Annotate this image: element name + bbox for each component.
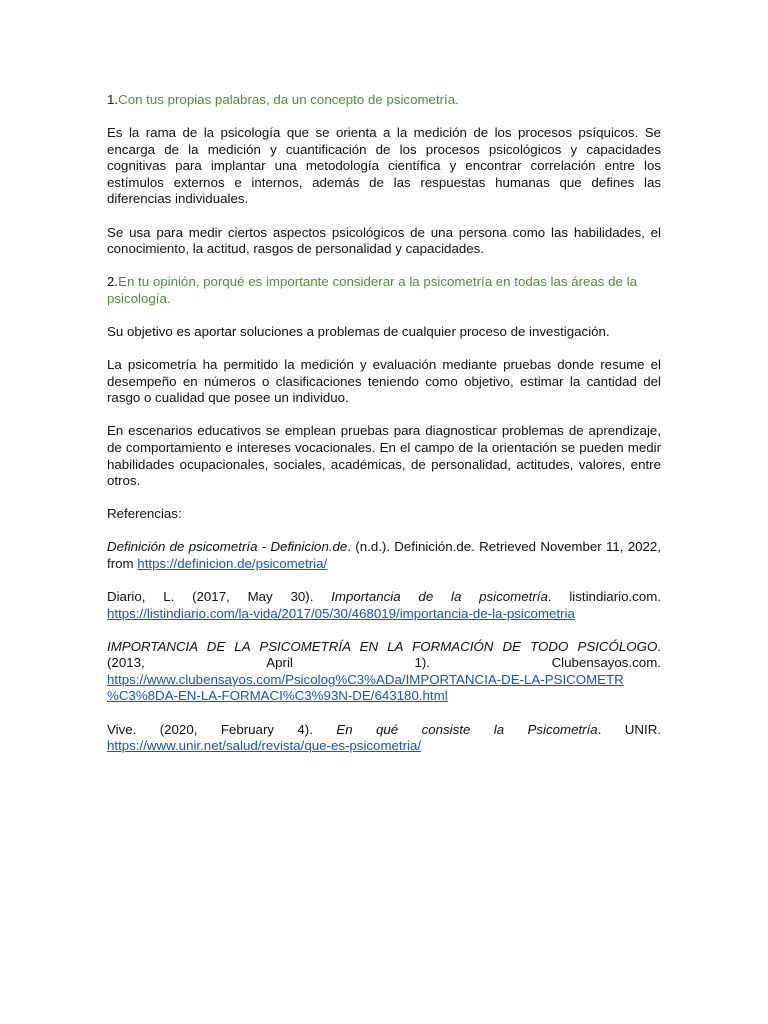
answer-1-paragraph-2: Se usa para medir ciertos aspectos psicológicos de una persona como las habilidades, el conocimiento, la actitud, rasgos de personalidad y capacidades. [107, 224, 661, 257]
reference-date-day: 1). [414, 655, 430, 671]
reference-link[interactable]: https://definicion.de/psicometria/ [137, 555, 328, 571]
question-2 [107, 274, 661, 307]
reference-title: Definición de psicometría - Definicion.de [107, 539, 348, 555]
question-text: Con tus propias palabras, da un concepto de psicometría. [118, 92, 459, 107]
reference-citation-line [107, 589, 661, 606]
reference-date-line [107, 655, 661, 672]
reference-link[interactable]: https://www.unir.net/salud/revista/que-es-psicometria/ [107, 738, 422, 754]
reference-link-part-2[interactable]: %C3%8DA-EN-LA-FORMACI%C3%93N-DE/643180.html [107, 688, 448, 704]
reference-4 [107, 722, 661, 755]
reference-date-month: April [266, 655, 293, 671]
reference-link-part-1[interactable]: https://www.clubensayos.com/Psicolog%C3%ADa/IMPORTANCIA-DE-LA-PSICOMETR [107, 671, 624, 687]
answer-2-paragraph-1: Su objetivo es aportar soluciones a problemas de cualquier proceso de investigación. [107, 323, 610, 339]
answer-2-paragraph-2: La psicometría ha permitido la medición y evaluación mediante pruebas donde resume el desempeño en números o clasificaciones teniendo como objetivo, estimar la cantidad del rasgo o cualidad que posee un individuo. [107, 357, 661, 406]
reference-details: . (n.d.). Definición.de. Retrieved November 11, 2022, from [107, 539, 662, 571]
reference-date-year: (2013, [107, 655, 145, 671]
reference-2 [107, 589, 661, 622]
document-page [107, 92, 661, 771]
reference-1 [107, 539, 661, 572]
reference-title: IMPORTANCIA DE LA PSICOMETRÍA EN LA FORMACIÓN DE TODO PSICÓLOGO [107, 638, 658, 654]
reference-title: En qué consiste la Psicometría [336, 721, 598, 737]
answer-2-paragraph-3: En escenarios educativos se emplean pruebas para diagnosticar problemas de aprendizaje, de comportamiento e intereses vocacionales. En el campo de la orientación se pueden medir habilidades ocupacionales, sociales, académicas, de personalidad, actitudes, valores, entre otros. [107, 423, 661, 489]
reference-title-line [107, 639, 661, 656]
reference-citation-line [107, 722, 661, 739]
reference-3 [107, 639, 661, 705]
question-number: 1. [107, 92, 119, 107]
question-number: 2. [107, 274, 119, 290]
reference-link[interactable]: https://listindiario.com/la-vida/2017/05/30/468019/importancia-de-la-psicometria [107, 605, 575, 621]
question-text: En tu opinión, porqué es importante considerar a la psicometría en todas las áreas de la psicología. [107, 274, 637, 306]
reference-title-period: . [657, 638, 661, 654]
references-heading: Referencias: [107, 506, 182, 522]
reference-publisher: Clubensayos.com. [551, 655, 661, 671]
reference-author: Vive. (2020, February 4). [107, 721, 337, 737]
reference-details: . UNIR. [597, 721, 661, 737]
reference-title: Importancia de la psicometría [331, 588, 548, 604]
answer-1-paragraph-1: Es la rama de la psicología que se orienta a la medición de los procesos psíquicos. Se encarga de la medición y cuantificación de los procesos psicológicos y capacidades cognitivas para implantar una metodología científica y encontrar correlación entre los estímulos externos e internos, además de las respuestas humanas que defines las diferencias individuales. [107, 125, 661, 207]
question-1 [107, 92, 661, 109]
reference-details: . listindiario.com. [547, 588, 661, 604]
reference-author: Diario, L. (2017, May 30). [107, 588, 332, 604]
